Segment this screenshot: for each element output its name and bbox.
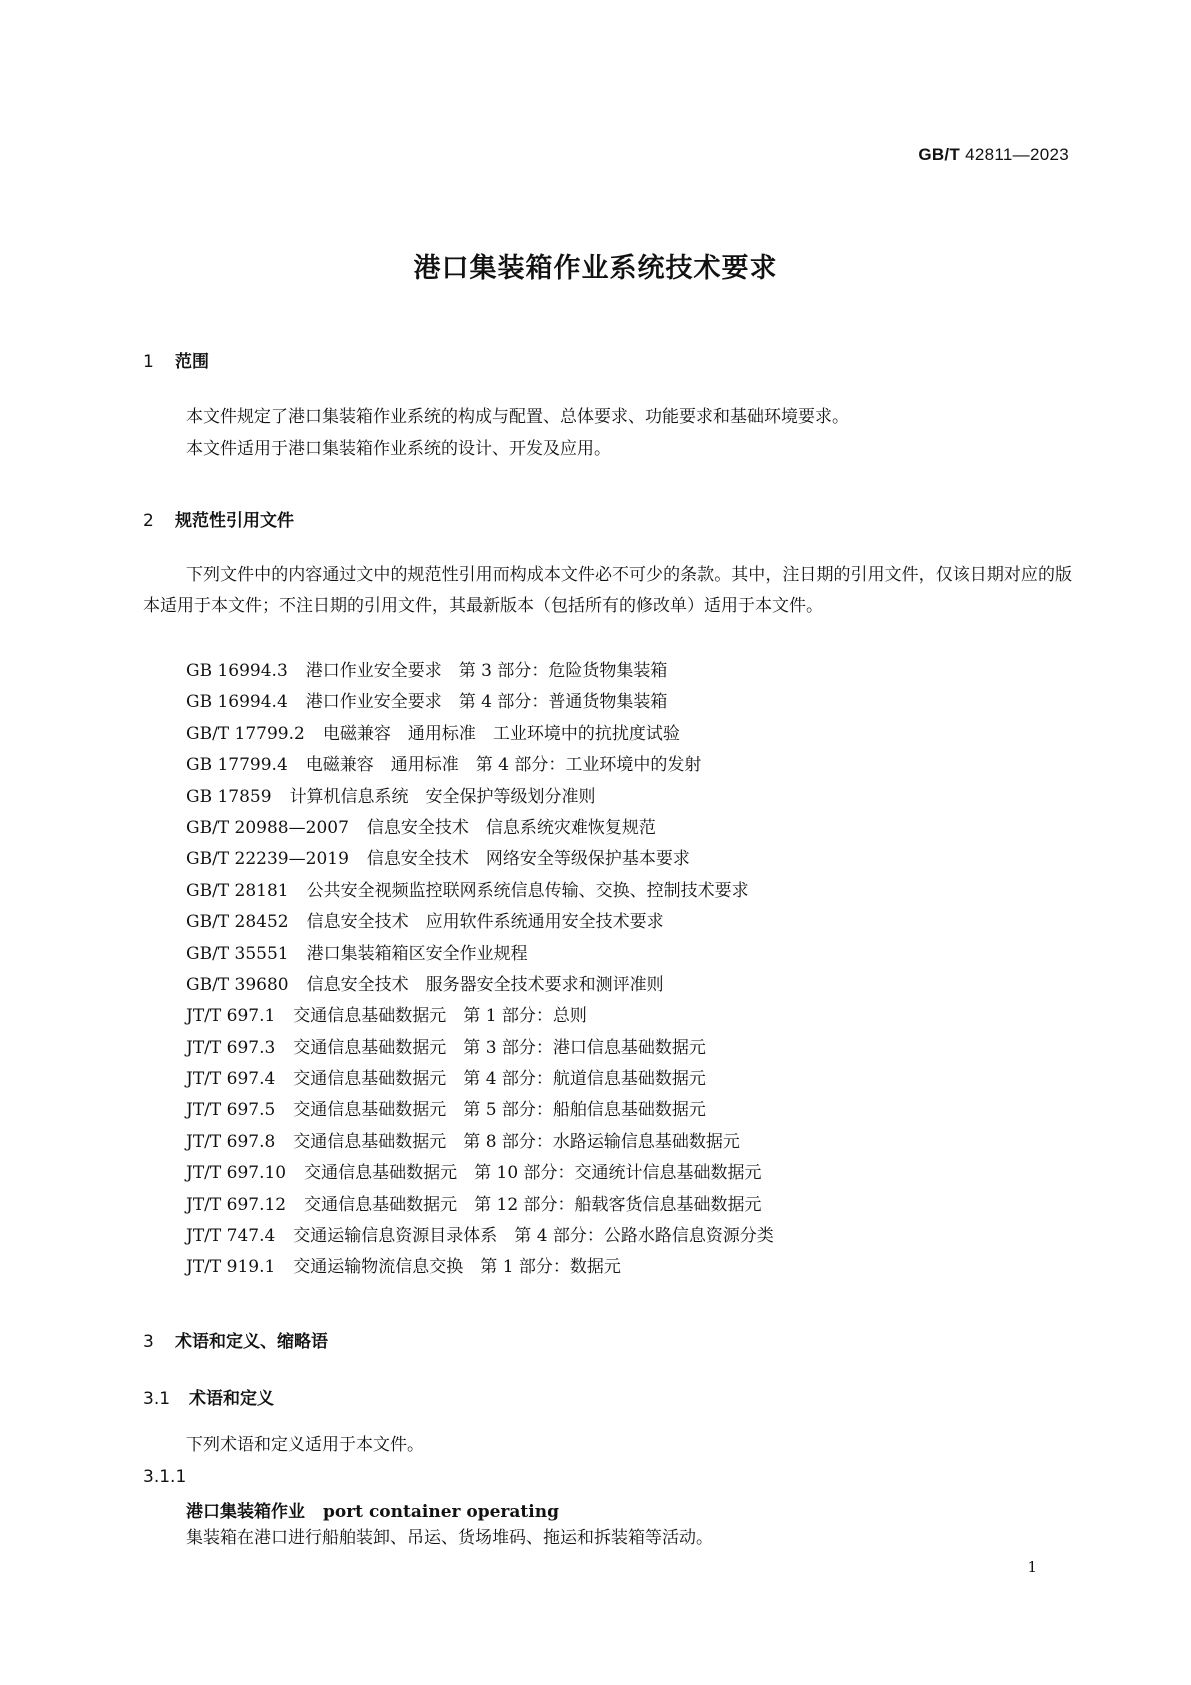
section-number: 1 xyxy=(143,352,154,372)
reference-item xyxy=(186,1064,774,1095)
reference-code: JT/T 697.12 xyxy=(186,1194,287,1215)
section-2-heading xyxy=(143,506,294,531)
page-number: 1 xyxy=(1027,1558,1037,1576)
reference-title: 信息安全技术 服务器安全技术要求和测评准则 xyxy=(306,974,664,995)
section-title: 范围 xyxy=(175,352,209,372)
reference-code: GB/T 17799.2 xyxy=(186,723,305,744)
reference-item xyxy=(186,719,774,750)
reference-code: JT/T 697.4 xyxy=(186,1069,276,1090)
reference-code: JT/T 697.1 xyxy=(186,1006,276,1027)
reference-title: 电磁兼容 通用标准 工业环境中的抗扰度试验 xyxy=(322,723,680,744)
reference-item xyxy=(186,1158,774,1189)
reference-item xyxy=(186,939,774,970)
reference-code: GB/T 20988—2007 xyxy=(186,817,349,838)
reference-code: JT/T 697.5 xyxy=(186,1100,276,1121)
reference-item xyxy=(186,687,774,718)
scope-paragraph: 本文件适用于港口集装箱作业系统的设计、开发及应用。 xyxy=(186,439,611,459)
term-chinese: 港口集装箱作业 xyxy=(186,1502,305,1522)
reference-item xyxy=(186,1033,774,1064)
reference-item xyxy=(186,844,774,875)
section-title: 术语和定义、缩略语 xyxy=(175,1332,328,1352)
reference-item xyxy=(186,907,774,938)
reference-title: 交通信息基础数据元 第 10 部分：交通统计信息基础数据元 xyxy=(304,1163,762,1184)
reference-title: 港口作业安全要求 第 3 部分：危险货物集装箱 xyxy=(305,661,668,681)
reference-item xyxy=(186,1095,774,1126)
scope-paragraph: 本文件规定了港口集装箱作业系统的构成与配置、总体要求、功能要求和基础环境要求。 xyxy=(186,407,849,427)
reference-title: 交通运输物流信息交换 第 1 部分：数据元 xyxy=(293,1257,621,1278)
reference-item xyxy=(186,970,774,1001)
reference-code: JT/T 697.8 xyxy=(186,1131,276,1152)
reference-title: 交通信息基础数据元 第 8 部分：水路运输信息基础数据元 xyxy=(293,1131,740,1152)
reference-list xyxy=(186,656,774,1284)
section-title: 规范性引用文件 xyxy=(175,511,294,531)
reference-code: GB/T 22239—2019 xyxy=(186,849,349,870)
subsection-3-1-heading xyxy=(143,1384,274,1409)
reference-item xyxy=(186,1190,774,1221)
reference-code: GB/T 28452 xyxy=(186,912,289,933)
reference-title: 电磁兼容 通用标准 第 4 部分：工业环境中的发射 xyxy=(305,755,702,776)
reference-item xyxy=(186,656,774,687)
reference-title: 交通信息基础数据元 第 3 部分：港口信息基础数据元 xyxy=(293,1037,706,1058)
reference-code: GB 17799.4 xyxy=(186,755,288,776)
reference-item xyxy=(186,1221,774,1252)
standard-number: 42811—2023 xyxy=(965,145,1069,164)
section-number: 3 xyxy=(143,1332,154,1352)
term-number: 3.1.1 xyxy=(143,1467,187,1487)
reference-code: JT/T 747.4 xyxy=(186,1226,276,1247)
reference-title: 交通信息基础数据元 第 1 部分：总则 xyxy=(293,1006,587,1027)
reference-code: JT/T 919.1 xyxy=(186,1257,276,1278)
reference-title: 交通信息基础数据元 第 12 部分：船载客货信息基础数据元 xyxy=(304,1194,762,1215)
reference-title: 信息安全技术 应用软件系统通用安全技术要求 xyxy=(306,912,664,933)
reference-title: 交通运输信息资源目录体系 第 4 部分：公路水路信息资源分类 xyxy=(293,1226,774,1247)
normative-references-intro: 下列文件中的内容通过文中的规范性引用而构成本文件必不可少的条款。其中，注日期的引用文件，仅该日期对应的版本适用于本文件；不注日期的引用文件，其最新版本（包括所有的修改单）适用于本文件。 xyxy=(143,565,1072,616)
reference-title: 计算机信息系统 安全保护等级划分准则 xyxy=(289,786,596,807)
reference-code: JT/T 697.10 xyxy=(186,1163,287,1184)
term-entry xyxy=(186,1497,559,1522)
reference-code: GB 17859 xyxy=(186,786,272,807)
term-definition: 集装箱在港口进行船舶装卸、吊运、货场堆码、拖运和拆装箱等活动。 xyxy=(186,1528,713,1548)
reference-code: GB/T 39680 xyxy=(186,974,289,995)
reference-code: JT/T 697.3 xyxy=(186,1037,276,1058)
reference-item xyxy=(186,1127,774,1158)
reference-item xyxy=(186,782,774,813)
reference-item xyxy=(186,1001,774,1032)
standard-prefix: GB/T xyxy=(918,145,961,164)
reference-title: 交通信息基础数据元 第 4 部分：航道信息基础数据元 xyxy=(293,1069,706,1090)
reference-item xyxy=(186,750,774,781)
section-1-heading xyxy=(143,347,209,372)
reference-code: GB 16994.4 xyxy=(186,692,288,713)
reference-code: GB 16994.3 xyxy=(186,661,288,681)
reference-title: 港口集装箱箱区安全作业规程 xyxy=(306,943,528,964)
term-english: port container operating xyxy=(323,1502,559,1522)
reference-item xyxy=(186,876,774,907)
section-number: 2 xyxy=(143,511,154,531)
reference-title: 公共安全视频监控联网系统信息传输、交换、控制技术要求 xyxy=(306,880,749,901)
reference-code: GB/T 28181 xyxy=(186,880,289,901)
standard-number-header xyxy=(918,145,1069,165)
section-3-heading xyxy=(143,1327,328,1352)
terms-intro: 下列术语和定义适用于本文件。 xyxy=(186,1435,424,1455)
subsection-number: 3.1 xyxy=(143,1389,171,1409)
reference-code: GB/T 35551 xyxy=(186,943,289,964)
subsection-title: 术语和定义 xyxy=(189,1389,274,1409)
reference-title: 信息安全技术 网络安全等级保护基本要求 xyxy=(366,849,690,870)
document-title: 港口集装箱作业系统技术要求 xyxy=(413,253,778,284)
reference-title: 交通信息基础数据元 第 5 部分：船舶信息基础数据元 xyxy=(293,1100,706,1121)
reference-title: 信息安全技术 信息系统灾难恢复规范 xyxy=(366,817,656,838)
reference-title: 港口作业安全要求 第 4 部分：普通货物集装箱 xyxy=(305,692,668,713)
reference-item xyxy=(186,813,774,844)
reference-item xyxy=(186,1252,774,1283)
